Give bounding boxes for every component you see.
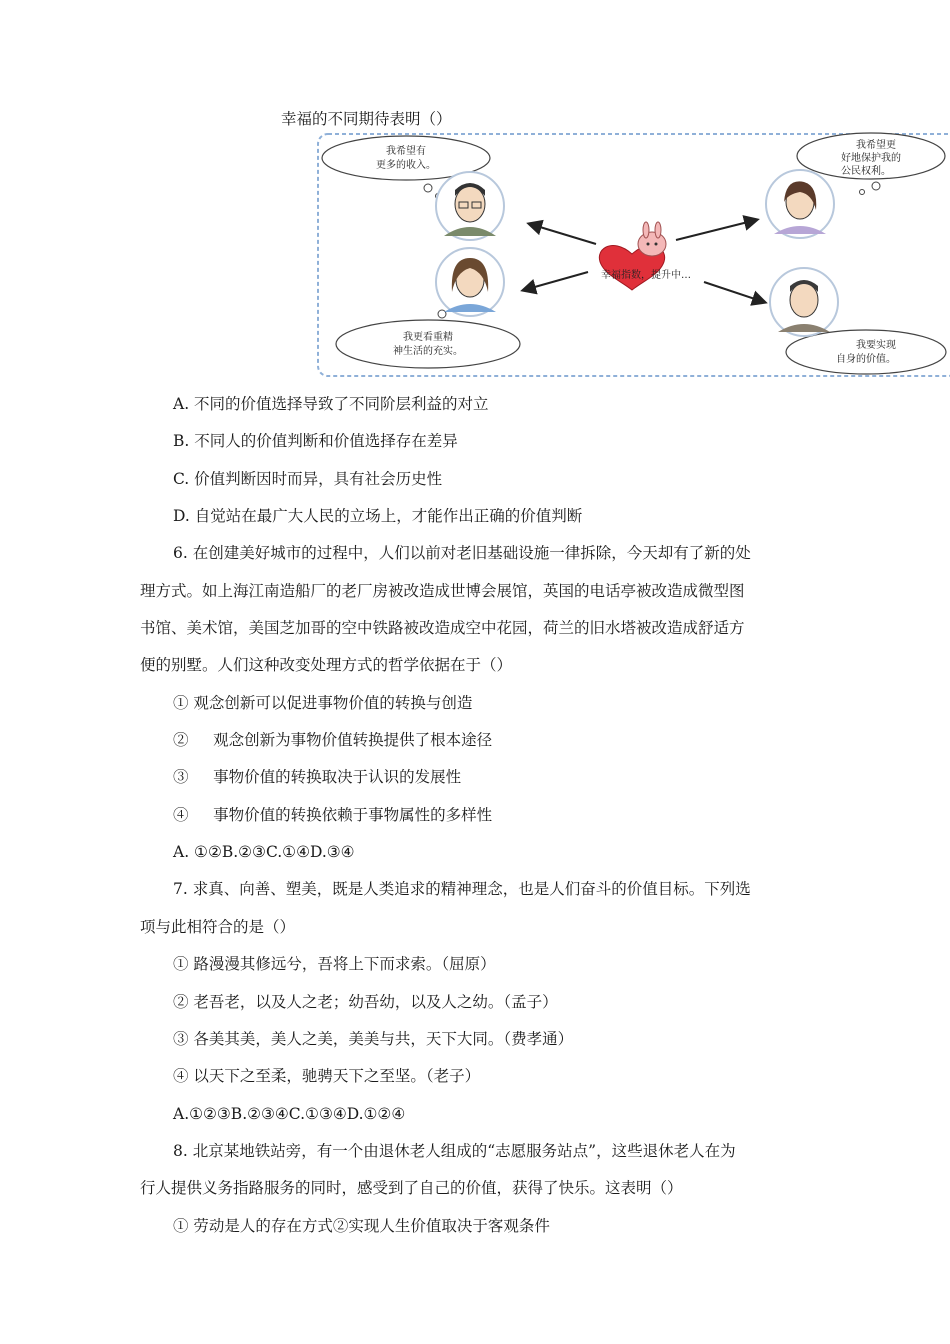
bubble-bottom-right-line1: 我要实现 — [856, 340, 896, 351]
arrow-to-top-right — [676, 220, 756, 240]
person-bottom-right-avatar — [770, 268, 838, 336]
q5-option-a: A. 不同的价值选择导致了不同阶层利益的对立 — [173, 395, 489, 413]
q5-stem-tail: 幸福的不同期待表明（） — [281, 110, 452, 128]
q6-stem-line4: 便的别墅。人们这种改变处理方式的哲学依据在于（） — [140, 656, 513, 674]
bubble-top-left-line1: 我希望有 — [386, 146, 426, 157]
q7-item-2: ② 老吾老，以及人之老；幼吾幼，以及人之幼。（孟子） — [173, 993, 558, 1011]
q6-item-1: ① 观念创新可以促进事物价值的转换与创造 — [173, 694, 473, 712]
q7-answer-options: A.①②③B.②③④C.①③④D.①②④ — [173, 1105, 406, 1123]
q7-item-1: ① 路漫漫其修远兮，吾将上下而求索。（屈原） — [173, 955, 496, 973]
bubble-bottom-left — [336, 304, 520, 369]
bubble-bottom-left-line2: 神生活的充实。 — [393, 346, 463, 357]
person-bottom-left-avatar — [436, 248, 504, 316]
q6-answer-options: A. ①②B.②③C.①④D.③④ — [173, 843, 355, 861]
bubble-bottom-right-line2: 自身的价值。 — [836, 354, 896, 365]
center-label: 幸福指数，提升中… — [601, 270, 691, 281]
q7-item-4: ④ 以天下之至柔，驰骋天下之至坚。（老子） — [173, 1067, 481, 1085]
q5-option-c: C. 价值判断因时而异，具有社会历史性 — [173, 470, 443, 488]
q7-stem-line2: 项与此相符合的是（） — [140, 918, 296, 936]
q6-stem-line3: 书馆、美术馆，美国芝加哥的空中铁路被改造成空中花园，荷兰的旧水塔被改造成舒适方 — [140, 619, 745, 637]
q8-item-1: ① 劳动是人的存在方式②实现人生价值取决于客观条件 — [173, 1217, 550, 1235]
q6-item-4: ④ 事物价值的转换依赖于事物属性的多样性 — [173, 806, 493, 824]
arrow-to-bottom-right — [704, 282, 764, 302]
q7-item-3: ③ 各美其美，美人之美，美美与共，天下大同。（费孝通） — [173, 1030, 574, 1048]
person-top-right-avatar — [766, 170, 834, 238]
bubble-top-right-line2: 好地保护我的 — [841, 153, 901, 164]
happiness-figure — [316, 132, 950, 378]
q8-stem-line2: 行人提供义务指路服务的同时，感受到了自己的价值，获得了快乐。这表明（） — [140, 1179, 683, 1197]
q6-stem-line2: 理方式。如上海江南造船厂的老厂房被改造成世博会展馆，英国的电话亭被改造成微型图 — [140, 582, 745, 600]
bubble-bottom-left-line1: 我更看重精 — [403, 332, 453, 343]
q8-stem-line1: 8. 北京某地铁站旁，有一个由退休老人组成的“志愿服务站点”，这些退休老人在为 — [173, 1142, 736, 1160]
q6-item-3: ③ 事物价值的转换取决于认识的发展性 — [173, 768, 462, 786]
bubble-top-left-line2: 更多的收入。 — [376, 160, 436, 171]
arrow-to-top-left — [530, 224, 596, 244]
q7-stem-line1: 7. 求真、向善、塑美，既是人类追求的精神理念，也是人们奋斗的价值目标。下列选 — [173, 880, 751, 898]
q6-item-2: ② 观念创新为事物价值转换提供了根本途径 — [173, 731, 493, 749]
q5-option-d: D. 自觉站在最广大人民的立场上，才能作出正确的价值判断 — [173, 507, 583, 525]
bubble-top-right-line3: 公民权利。 — [841, 166, 891, 177]
arrow-to-bottom-left — [524, 272, 588, 290]
bubble-top-right-line1: 我希望更 — [856, 140, 896, 151]
person-top-left-avatar — [436, 172, 504, 240]
q5-option-b: B. 不同人的价值判断和价值选择存在差异 — [173, 432, 458, 450]
q6-stem-line1: 6. 在创建美好城市的过程中，人们以前对老旧基础设施一律拆除，今天却有了新的处 — [173, 544, 751, 562]
